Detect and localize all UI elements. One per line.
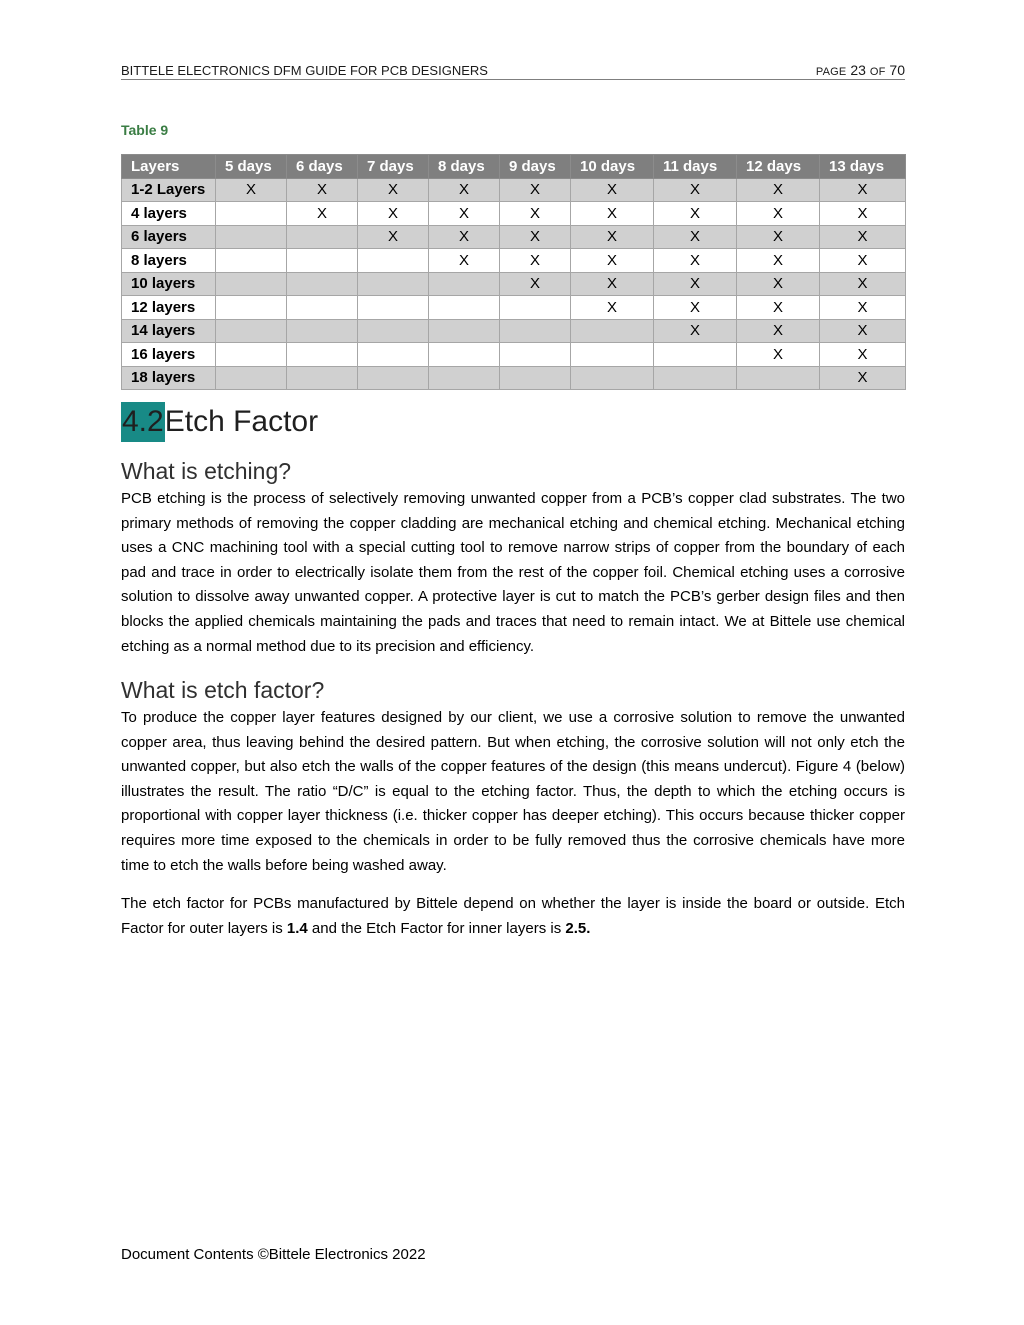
column-header: Layers [122, 155, 216, 179]
table-cell: X [820, 366, 906, 390]
column-header: 12 days [737, 155, 820, 179]
table-header-row [122, 155, 906, 179]
table-cell: X [429, 225, 500, 249]
table-cell: X [654, 296, 737, 320]
table-cell [571, 319, 654, 343]
table-cell: X [287, 178, 358, 202]
section-title: Etch Factor [164, 405, 319, 438]
table-cell: X [571, 272, 654, 296]
table-cell [571, 343, 654, 367]
section-heading [121, 402, 318, 442]
row-label: 16 layers [122, 343, 216, 367]
etching-heading: What is etching? [121, 458, 292, 484]
table-cell: X [358, 178, 429, 202]
values-text-2: and the Etch Factor for inner layers is [307, 919, 566, 937]
table-cell: X [737, 319, 820, 343]
table-cell: X [571, 296, 654, 320]
page-number: 23 [850, 62, 866, 78]
column-header: 5 days [216, 155, 287, 179]
etch-factor-paragraph: To produce the copper layer features designed by our client, we use a corrosive solution to remove the unwanted copper area, thus leaving behind the desired pattern. But when etching, the corrosive solution will not only etch the unwanted copper, but also etch the walls of the copper features of the design (this means undercut). Figure 4 (below) illustrates the result. The ratio “D/C” is equal to the etching factor. Thus, the depth to which the etching occurs is proportional with copper layer thickness (i.e. thicker copper has deeper etching). This occurs because thicker copper requires more time exposed to the chemicals in order to be fully removed thus the corrosive chemicals have more time to etch the walls before being washed away. [121, 709, 905, 874]
table-cell: X [820, 343, 906, 367]
column-header: 8 days [429, 155, 500, 179]
values-text-1: The etch factor for PCBs manufactured by Bittele depend on whether the layer is inside the board or outside. Etch Factor for outer layers is [121, 895, 905, 937]
table-cell [216, 225, 287, 249]
column-header: 11 days [654, 155, 737, 179]
table-cell: X [737, 343, 820, 367]
table-cell [358, 249, 429, 273]
table-cell: X [500, 178, 571, 202]
table-row [122, 296, 906, 320]
row-label: 8 layers [122, 249, 216, 273]
table-cell [216, 272, 287, 296]
table-cell: X [429, 178, 500, 202]
table-cell: X [500, 249, 571, 273]
column-header: 10 days [571, 155, 654, 179]
table-row [122, 225, 906, 249]
table-row [122, 319, 906, 343]
table-cell [216, 202, 287, 226]
table-cell: X [571, 202, 654, 226]
etch-factor-heading: What is etch factor? [121, 677, 325, 703]
row-label: 12 layers [122, 296, 216, 320]
table-cell [500, 366, 571, 390]
table-cell [429, 272, 500, 296]
table-cell: X [358, 225, 429, 249]
table-cell: X [287, 202, 358, 226]
table-cell [287, 272, 358, 296]
document-title-text: BITTELE ELECTRONICS DFM GUIDE FOR PCB DESIGNERS [121, 63, 488, 78]
page-label: PAGE [815, 66, 847, 78]
table-cell: X [654, 272, 737, 296]
table-cell [216, 319, 287, 343]
column-header: 7 days [358, 155, 429, 179]
table-cell [358, 319, 429, 343]
table-cell [429, 343, 500, 367]
table-cell [429, 366, 500, 390]
document-title [121, 62, 488, 78]
table-cell [500, 319, 571, 343]
table-row [122, 178, 906, 202]
table-cell [287, 319, 358, 343]
table-cell: X [820, 178, 906, 202]
table-cell [654, 343, 737, 367]
table-cell [429, 296, 500, 320]
table-cell: X [216, 178, 287, 202]
table-cell [216, 343, 287, 367]
column-header: 6 days [287, 155, 358, 179]
row-label: 18 layers [122, 366, 216, 390]
table-cell: X [820, 249, 906, 273]
table-cell: X [737, 178, 820, 202]
etch-factor-values-paragraph [121, 892, 905, 941]
table-cell: X [500, 202, 571, 226]
table-cell [737, 366, 820, 390]
table-cell: X [654, 319, 737, 343]
table-cell [287, 366, 358, 390]
etching-paragraph: PCB etching is the process of selectively removing unwanted copper from a PCB’s copper clad substrates. The two primary methods of removing the copper cladding are mechanical etching and chemical etching. Mechanical etching uses a CNC machining tool with a special cutting tool to remove narrow strips of copper from the boundary of each pad and trace in order to electrically isolate them from the rest of the copper foil. Chemical etching uses a corrosive solution to dissolve away unwanted copper. A protective layer is cut to match the PCB’s gerber design files and then blocks the applied chemicals maintaining the pads and traces that need to remain intact. We at Bittele use chemical etching as a normal method due to its precision and efficiency. [121, 490, 905, 655]
page-indicator [816, 62, 905, 78]
table-cell: X [571, 249, 654, 273]
table-row [122, 343, 906, 367]
table-cell: X [571, 225, 654, 249]
row-label: 10 layers [122, 272, 216, 296]
table-cell [287, 249, 358, 273]
table-cell: X [737, 225, 820, 249]
column-header: 13 days [820, 155, 906, 179]
row-label: 14 layers [122, 319, 216, 343]
turnaround-table [121, 154, 906, 390]
page-footer: Document Contents ©Bittele Electronics 2022 [121, 1246, 426, 1263]
table-body [122, 178, 906, 390]
page-total: 70 [889, 62, 905, 78]
table-cell: X [571, 178, 654, 202]
table-cell [654, 366, 737, 390]
table-cell [429, 319, 500, 343]
table-cell [358, 272, 429, 296]
table-cell [287, 225, 358, 249]
table-cell: X [429, 202, 500, 226]
table-cell [571, 366, 654, 390]
table-cell: X [429, 249, 500, 273]
table-cell: X [654, 249, 737, 273]
table-cell: X [820, 272, 906, 296]
table-cell: X [500, 225, 571, 249]
table-row [122, 366, 906, 390]
row-label: 4 layers [122, 202, 216, 226]
table-cell: X [654, 178, 737, 202]
table-cell: X [820, 319, 906, 343]
table-cell: X [654, 202, 737, 226]
row-label: 6 layers [122, 225, 216, 249]
table-caption: Table 9 [121, 122, 169, 138]
table-cell: X [737, 249, 820, 273]
row-label: 1-2 Layers [122, 178, 216, 202]
table-cell: X [820, 202, 906, 226]
of-label: OF [869, 66, 886, 78]
table-cell: X [737, 202, 820, 226]
table-cell [358, 366, 429, 390]
table-cell [216, 249, 287, 273]
table-cell [500, 296, 571, 320]
column-header: 9 days [500, 155, 571, 179]
table-cell [287, 296, 358, 320]
table-row [122, 249, 906, 273]
table-cell: X [820, 296, 906, 320]
table-cell: X [358, 202, 429, 226]
table-cell [500, 343, 571, 367]
table-cell: X [500, 272, 571, 296]
table-row [122, 202, 906, 226]
section-number: 4.2 [121, 402, 165, 442]
page-header [121, 60, 905, 80]
inner-etch-factor: 2.5. [565, 919, 591, 937]
table-cell: X [737, 296, 820, 320]
table-cell [287, 343, 358, 367]
table-cell [358, 296, 429, 320]
table-cell [216, 366, 287, 390]
table-cell [216, 296, 287, 320]
table-row [122, 272, 906, 296]
table-cell: X [820, 225, 906, 249]
outer-etch-factor: 1.4 [286, 919, 308, 937]
table-cell: X [737, 272, 820, 296]
table-cell: X [654, 225, 737, 249]
table-cell [358, 343, 429, 367]
